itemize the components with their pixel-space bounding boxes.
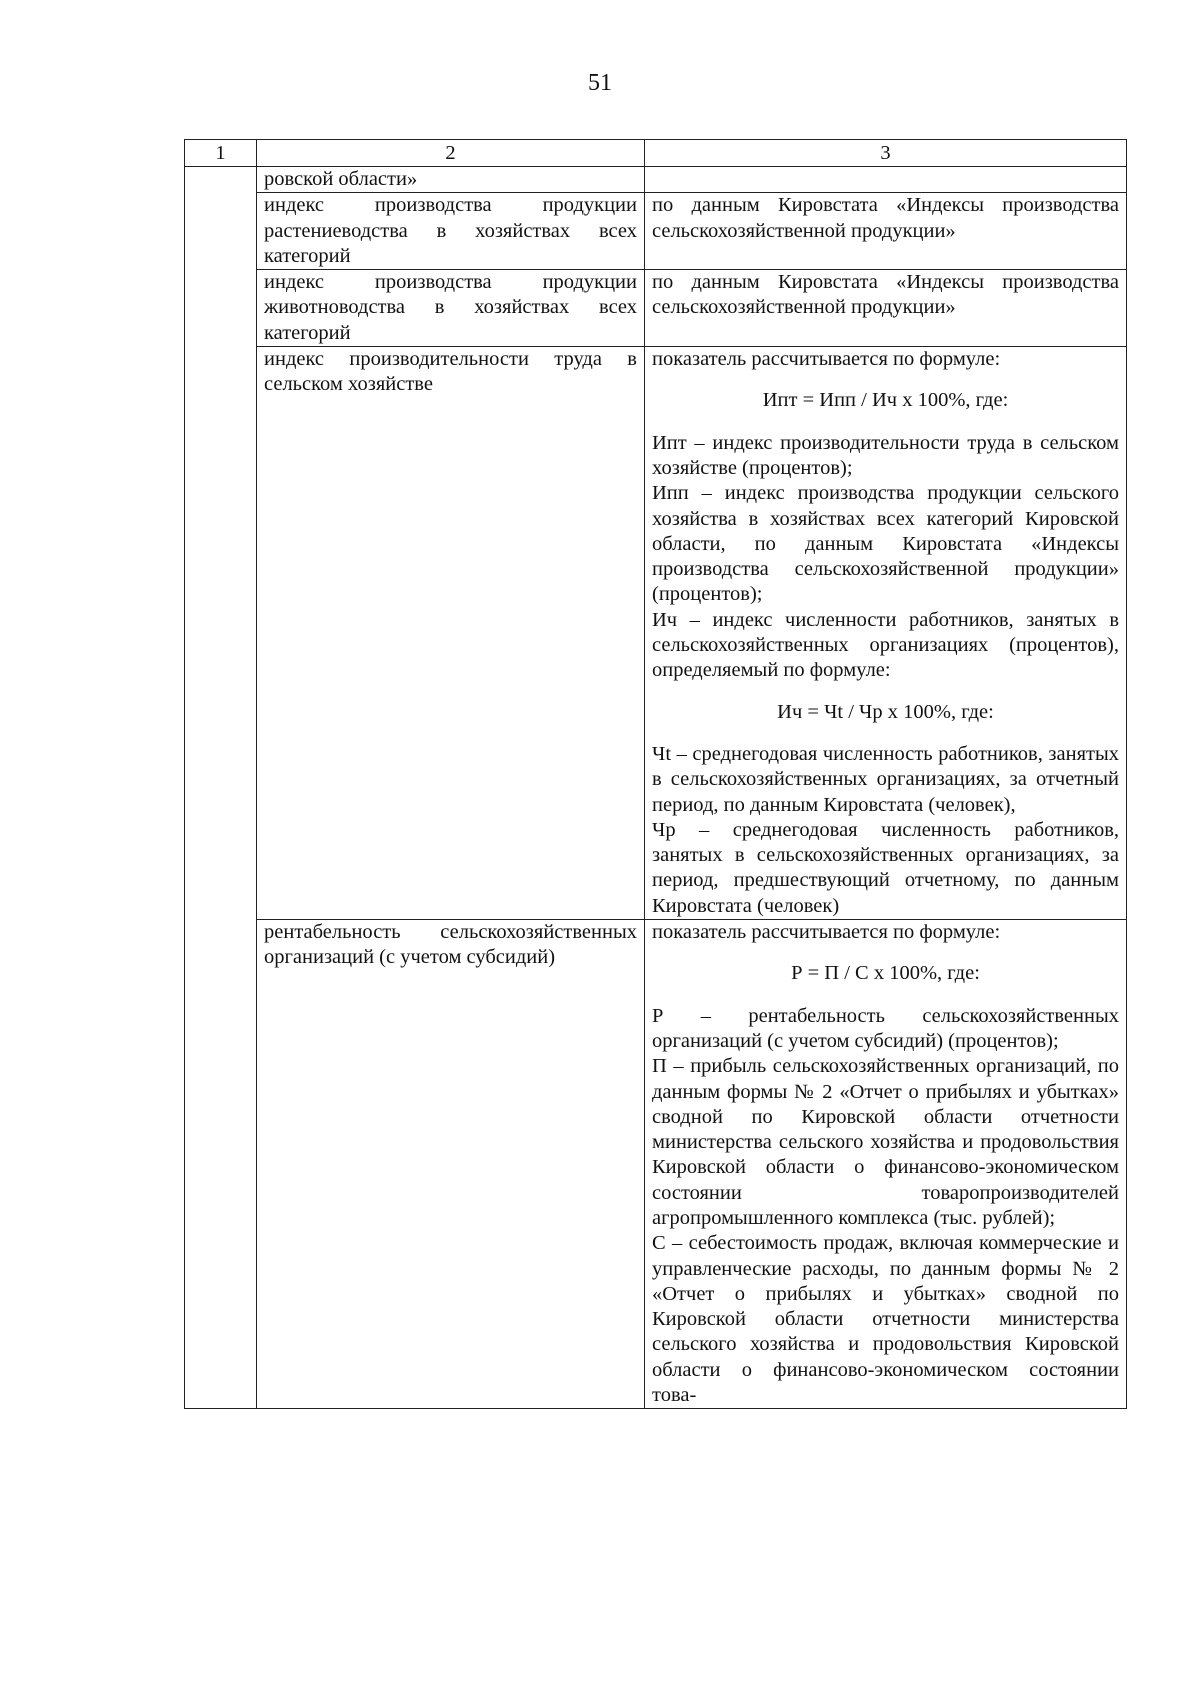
table-row	[185, 920, 1127, 1409]
header-col-2: 2	[257, 140, 645, 167]
indicator-method	[645, 167, 1127, 193]
indicator-name: индекс производства продукции животноводства в хозяйствах всех категорий	[257, 270, 645, 347]
page-number: 51	[588, 70, 612, 96]
indicator-method	[645, 347, 1127, 920]
table-row	[185, 270, 1127, 347]
formula: Ич = Чt / Чр х 100%, где:	[777, 700, 994, 723]
definition: Чр – среднегодовая численность работников, занятых в сельскохозяйственных организациях, за период, предшествующий отчетному, по данным Кировстата (человек)	[652, 818, 1119, 917]
definition: Ипп – индекс производства продукции сельского хозяйства в хозяйствах всех категорий Кировской области, по данным Кировстата «Индексы производства сельскохозяйственной продукции» (процентов);	[652, 482, 1119, 606]
definition: Р – рентабельность сельскохозяйственных организаций (с учетом субсидий) (процентов);	[652, 1004, 1119, 1052]
indicator-name: ровской области»	[257, 167, 645, 193]
table-row	[185, 167, 1127, 193]
indicator-method: по данным Кировстата «Индексы производства сельскохозяйственной продукции»	[645, 193, 1127, 270]
indicator-table	[184, 139, 1127, 1409]
definition: Ич – индекс численности работников, занятых в сельскохозяйственных организациях (процентов), определяемый по формуле:	[652, 608, 1119, 682]
formula: Ипт = Ипп / Ич х 100%, где:	[762, 389, 1009, 412]
definition: С – себестоимость продаж, включая коммерческие и управленческие расходы, по данным формы № 2 «Отчет о прибылях и убытках» сводной по Кировской области отчетности министерства сельского хозяйства и продовольствия Кировской области о финансово-экономическом состоянии това-	[652, 1232, 1119, 1407]
row-number-cell	[185, 167, 257, 1409]
definition: П – прибыль сельскохозяйственных организаций, по данным формы № 2 «Отчет о прибылях и убытках» сводной по Кировской области отчетности министерства сельского хозяйства и продовольствия Кировской области о финансово-экономическом состоянии товаропроизводителей агропромышленного комплекса (тыс. рублей);	[652, 1055, 1119, 1229]
indicator-name: рентабельность сельскохозяйственных организаций (с учетом субсидий)	[257, 920, 645, 1409]
method-intro: показатель рассчитывается по формуле:	[652, 348, 1001, 371]
indicator-method: по данным Кировстата «Индексы производства сельскохозяйственной продукции»	[645, 270, 1127, 347]
table-row	[185, 193, 1127, 270]
method-intro: показатель рассчитывается по формуле:	[652, 921, 1001, 944]
header-col-3: 3	[645, 140, 1127, 167]
definition: Ипт – индекс производительности труда в сельском хозяйстве (процентов);	[652, 431, 1119, 479]
table-row	[185, 347, 1127, 920]
indicator-name: индекс производительности труда в сельском хозяйстве	[257, 347, 645, 920]
formula: Р = П / С х 100%, где:	[791, 962, 980, 985]
header-col-1: 1	[185, 140, 257, 167]
table-header-row	[185, 140, 1127, 167]
definition: Чt – среднегодовая численность работников, занятых в сельскохозяйственных организациях, за отчетный период, по данным Кировстата (человек),	[652, 742, 1119, 816]
indicator-name: индекс производства продукции растениеводства в хозяйствах всех категорий	[257, 193, 645, 270]
indicator-method	[645, 920, 1127, 1409]
